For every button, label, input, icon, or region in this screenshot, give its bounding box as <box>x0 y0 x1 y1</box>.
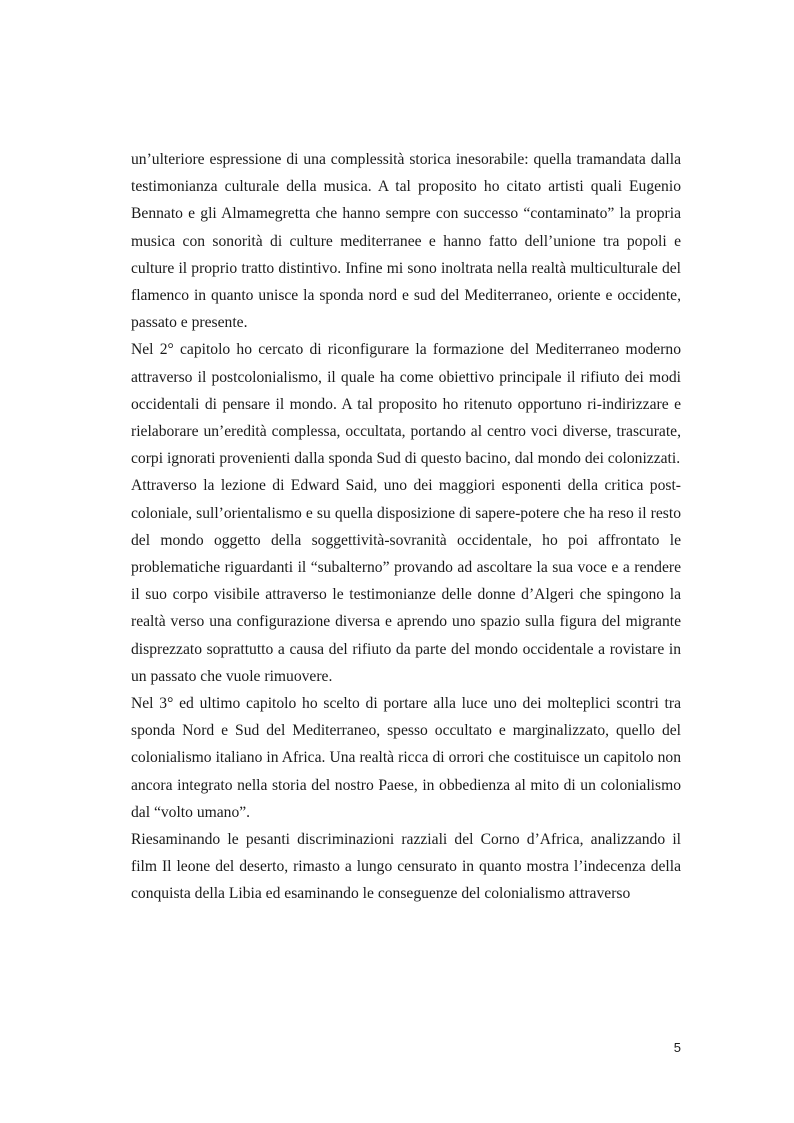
paragraph-2: Nel 2° capitolo ho cercato di riconfigurare la formazione del Mediterraneo moderno attraverso il postcolonialismo, il quale ha come obiettivo principale il rifiuto dei modi occidentali di pensare il mondo. A tal proposito ho ritenuto opportuno ri-indirizzare e rielaborare un’eredità complessa, occultata, portando al centro voci diverse, trascurate, corpi ignorati provenienti dalla sponda Sud di questo bacino, dal mondo dei colonizzati. <box>131 341 681 468</box>
paragraph-4: Nel 3° ed ultimo capitolo ho scelto di portare alla luce uno dei molteplici scontri tra sponda Nord e Sud del Mediterraneo, spesso occultato e marginalizzato, quello del colonialismo italiano in Africa. Una realtà ricca di orrori che costituisce un capitolo non ancora integrato nella storia del nostro Paese, in obbedienza al mito di un colonialismo dal “volto umano”. <box>131 695 681 821</box>
paragraph-3: Attraverso la lezione di Edward Said, uno dei maggiori esponenti della critica post-coloniale, sull’orientalismo e su quella disposizione di sapere-potere che ha reso il resto del mondo oggetto della soggettività-sovranità occidentale, ho poi affrontato le problematiche riguardanti il “subalterno” provando ad ascoltare la sua voce e a rendere il suo corpo visibile attraverso le testimonianze delle donne d’Algeri che spingono la realtà verso una configurazione diversa e aprendo uno spazio sulla figura del migrante disprezzato soprattutto a causa del rifiuto da parte del mondo occidentale a rovistare in un passato che vuole rimuovere. <box>131 477 681 685</box>
page-number: 5 <box>673 1040 681 1055</box>
body-text <box>131 146 681 908</box>
paragraph-5: Riesaminando le pesanti discriminazioni razziali del Corno d’Africa, analizzando il film Il leone del deserto, rimasto a lungo censurato in quanto mostra l’indecenza della conquista della Libia ed esaminando le conseguenze del colonialismo attraverso <box>131 831 681 903</box>
paragraph-1: un’ulteriore espressione di una complessità storica inesorabile: quella tramandata dalla testimonianza culturale della musica. A tal proposito ho citato artisti quali Eugenio Bennato e gli Almamegretta che hanno sempre con successo “contaminato” la propria musica con sonorità di culture mediterranee e hanno fatto dell’unione tra popoli e culture il proprio tratto distintivo. Infine mi sono inoltrata nella realtà multiculturale del flamenco in quanto unisce la sponda nord e sud del Mediterraneo, oriente e occidente, passato e presente. <box>131 151 681 332</box>
